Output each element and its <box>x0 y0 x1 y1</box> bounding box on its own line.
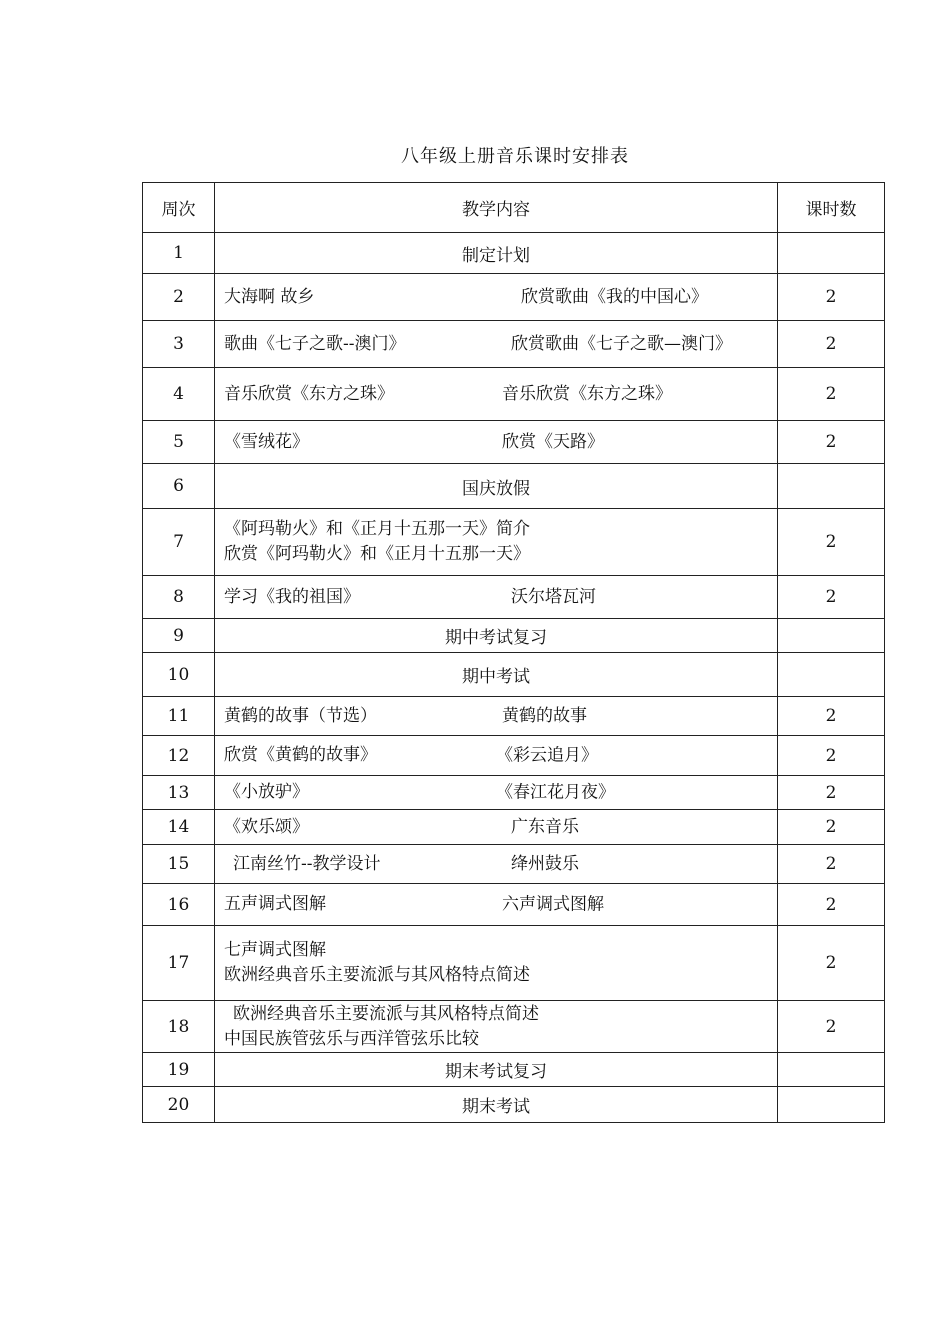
week-cell: 8 <box>143 576 215 619</box>
content-right: 绛州鼓乐 <box>511 854 579 874</box>
table-row <box>143 464 885 509</box>
content-line-2: 中国民族管弦乐与西洋管弦乐比较 <box>224 1028 479 1049</box>
table-row <box>143 233 885 274</box>
page-title: 八年级上册音乐课时安排表 <box>401 146 629 167</box>
content-cell <box>215 576 778 619</box>
content-cell <box>215 368 778 421</box>
hours-cell: 2 <box>778 1001 885 1053</box>
content-cell <box>215 697 778 736</box>
table-row <box>143 1087 885 1123</box>
hours-cell: 2 <box>778 926 885 1001</box>
content-right: 黄鹤的故事 <box>502 706 587 726</box>
content-cell <box>215 845 778 884</box>
content-left: 《小放驴》 <box>224 782 309 802</box>
hours-cell: 2 <box>778 810 885 845</box>
table-row <box>143 1001 885 1053</box>
content-cell <box>215 421 778 464</box>
content-left: 黄鹤的故事（节选） <box>224 706 377 726</box>
hours-cell <box>778 464 885 509</box>
table-row <box>143 845 885 884</box>
hours-cell <box>778 653 885 697</box>
table-row <box>143 736 885 776</box>
hours-cell <box>778 1053 885 1087</box>
hours-cell: 2 <box>778 576 885 619</box>
week-cell: 18 <box>143 1001 215 1053</box>
header-content: 教学内容 <box>215 183 778 233</box>
table-row <box>143 926 885 1001</box>
hours-cell: 2 <box>778 321 885 368</box>
week-cell: 11 <box>143 697 215 736</box>
content-cell <box>215 810 778 845</box>
content-left: 大海啊 故乡 <box>224 287 315 307</box>
week-cell: 12 <box>143 736 215 776</box>
content-cell <box>215 884 778 926</box>
week-cell: 15 <box>143 845 215 884</box>
content-cell: 国庆放假 <box>215 464 778 509</box>
content-line-1: 七声调式图解 <box>224 940 326 960</box>
content-left: 《雪绒花》 <box>224 432 309 452</box>
content-cell <box>215 321 778 368</box>
content-line-2: 欧洲经典音乐主要流派与其风格特点简述 <box>224 965 530 985</box>
table-row <box>143 810 885 845</box>
hours-cell: 2 <box>778 368 885 421</box>
header-row <box>143 183 885 233</box>
hours-cell: 2 <box>778 421 885 464</box>
content-right: 《春江花月夜》 <box>496 782 615 802</box>
content-line-1: 欧洲经典音乐主要流派与其风格特点简述 <box>233 1003 539 1024</box>
schedule-table <box>142 182 885 1123</box>
content-cell: 期末考试 <box>215 1087 778 1123</box>
content-right: 欣赏歌曲《七子之歌—澳门》 <box>511 334 732 354</box>
hours-cell: 2 <box>778 736 885 776</box>
content-cell: 期末考试复习 <box>215 1053 778 1087</box>
table-row <box>143 619 885 653</box>
week-cell: 17 <box>143 926 215 1001</box>
week-cell: 19 <box>143 1053 215 1087</box>
content-line-1: 《阿玛勒火》和《正月十五那一天》简介 <box>224 519 530 539</box>
week-cell: 7 <box>143 509 215 576</box>
hours-cell: 2 <box>778 697 885 736</box>
hours-cell <box>778 619 885 653</box>
header-hours: 课时数 <box>778 183 885 233</box>
week-cell: 9 <box>143 619 215 653</box>
header-week: 周次 <box>143 183 215 233</box>
hours-cell: 2 <box>778 776 885 810</box>
table-row <box>143 368 885 421</box>
week-cell: 6 <box>143 464 215 509</box>
content-left: 欣赏《黄鹤的故事》 <box>224 745 377 765</box>
content-cell <box>215 736 778 776</box>
content-cell: 期中考试复习 <box>215 619 778 653</box>
content-cell <box>215 926 778 1001</box>
content-left: 《欢乐颂》 <box>224 817 309 837</box>
content-right: 沃尔塔瓦河 <box>511 587 596 607</box>
content-left: 音乐欣赏《东方之珠》 <box>224 384 394 404</box>
week-cell: 10 <box>143 653 215 697</box>
week-cell: 2 <box>143 274 215 321</box>
week-cell: 14 <box>143 810 215 845</box>
week-cell: 1 <box>143 233 215 274</box>
content-right: 欣赏《天路》 <box>502 432 604 452</box>
content-cell: 制定计划 <box>215 233 778 274</box>
hours-cell: 2 <box>778 274 885 321</box>
table-row <box>143 321 885 368</box>
week-cell: 16 <box>143 884 215 926</box>
hours-cell: 2 <box>778 884 885 926</box>
table-row <box>143 653 885 697</box>
table-row <box>143 776 885 810</box>
content-left: 歌曲《七子之歌--澳门》 <box>224 334 406 354</box>
hours-cell: 2 <box>778 509 885 576</box>
week-cell: 3 <box>143 321 215 368</box>
table-row <box>143 697 885 736</box>
week-cell: 20 <box>143 1087 215 1123</box>
table-row <box>143 1053 885 1087</box>
content-left: 学习《我的祖国》 <box>224 587 360 607</box>
table-row <box>143 421 885 464</box>
hours-cell <box>778 1087 885 1123</box>
content-cell <box>215 509 778 576</box>
content-cell: 期中考试 <box>215 653 778 697</box>
table-row <box>143 576 885 619</box>
table-row <box>143 509 885 576</box>
table-row <box>143 884 885 926</box>
content-right: 《彩云追月》 <box>496 745 598 765</box>
content-cell <box>215 1001 778 1053</box>
content-left: 江南丝竹--教学设计 <box>233 854 381 874</box>
content-cell <box>215 274 778 321</box>
content-right: 音乐欣赏《东方之珠》 <box>502 384 672 404</box>
week-cell: 5 <box>143 421 215 464</box>
content-right: 广东音乐 <box>511 817 579 837</box>
table-row <box>143 274 885 321</box>
content-right: 六声调式图解 <box>502 894 604 914</box>
week-cell: 13 <box>143 776 215 810</box>
content-left: 五声调式图解 <box>224 894 326 914</box>
content-cell <box>215 776 778 810</box>
hours-cell <box>778 233 885 274</box>
hours-cell: 2 <box>778 845 885 884</box>
content-right: 欣赏歌曲《我的中国心》 <box>521 287 708 307</box>
week-cell: 4 <box>143 368 215 421</box>
content-line-2: 欣赏《阿玛勒火》和《正月十五那一天》 <box>224 544 530 564</box>
